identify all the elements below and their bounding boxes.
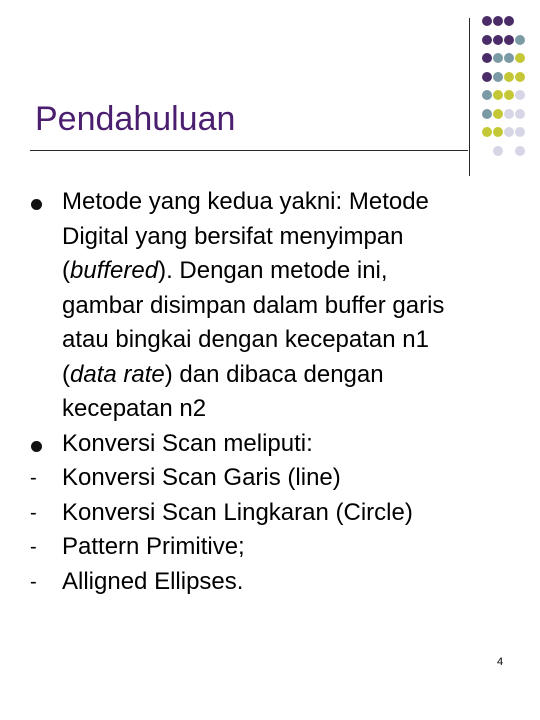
italic-term: buffered bbox=[70, 257, 159, 284]
bullet-item bbox=[28, 565, 528, 600]
bullet-item bbox=[28, 530, 528, 565]
italic-term: data rate bbox=[70, 360, 165, 388]
decorative-dot bbox=[493, 72, 503, 82]
bullet-line bbox=[62, 254, 528, 289]
bullet-item bbox=[28, 496, 528, 531]
text-segment: ( bbox=[62, 360, 70, 388]
decorative-dot bbox=[515, 90, 525, 100]
bullet-text: Konversi Scan Garis (line) bbox=[62, 464, 341, 491]
decorative-dot bbox=[504, 53, 514, 63]
decorative-dot bbox=[504, 109, 514, 119]
decorative-dot bbox=[504, 90, 514, 100]
decorative-dot bbox=[493, 109, 503, 119]
page-number: 4 bbox=[497, 656, 504, 668]
slide-title: Pendahuluan bbox=[35, 100, 236, 138]
bullet-line: Digital yang bersifat menyimpan bbox=[62, 222, 404, 250]
decorative-dot bbox=[504, 35, 514, 45]
decorative-dot bbox=[482, 127, 492, 137]
bullet-list bbox=[28, 185, 528, 599]
decorative-dot bbox=[482, 90, 492, 100]
bullet-text: Pattern Primitive; bbox=[62, 533, 245, 560]
bullet-line: atau bingkai dengan kecepatan n1 bbox=[62, 326, 429, 353]
bullet-dot-icon bbox=[31, 441, 42, 452]
bullet-item bbox=[28, 185, 528, 427]
text-segment: ). Dengan metode ini, bbox=[158, 257, 388, 284]
decorative-dot bbox=[515, 53, 525, 63]
decorative-dot bbox=[493, 90, 503, 100]
bullet-item bbox=[28, 427, 528, 462]
bullet-line: gambar disimpan dalam buffer garis bbox=[62, 291, 445, 319]
decorative-dot bbox=[482, 53, 492, 63]
title-underline bbox=[30, 150, 468, 151]
decorative-dot bbox=[493, 127, 503, 137]
decorative-dot bbox=[515, 72, 525, 82]
decorative-dot bbox=[482, 72, 492, 82]
decorative-dot bbox=[493, 16, 503, 26]
vertical-divider bbox=[469, 18, 470, 176]
decorative-dot bbox=[515, 35, 525, 45]
decorative-dot bbox=[482, 109, 492, 119]
decorative-dot bbox=[493, 53, 503, 63]
dash-marker: - bbox=[30, 467, 37, 489]
dash-marker: - bbox=[30, 536, 37, 558]
text-segment: ( bbox=[62, 257, 70, 284]
bullet-line: Metode yang kedua yakni: Metode bbox=[62, 188, 429, 215]
bullet-item bbox=[28, 461, 528, 496]
bullet-dot-icon bbox=[31, 199, 42, 210]
text-segment: ) dan dibaca dengan bbox=[164, 360, 384, 388]
dash-marker: - bbox=[30, 570, 37, 593]
decorative-dot bbox=[515, 127, 525, 137]
decorative-dot bbox=[504, 16, 514, 26]
bullet-text: Konversi Scan Lingkaran (Circle) bbox=[62, 498, 413, 526]
decorative-dot bbox=[504, 127, 514, 137]
decorative-dot bbox=[515, 146, 525, 156]
decorative-dot bbox=[493, 146, 503, 156]
decorative-dot bbox=[482, 16, 492, 26]
bullet-line bbox=[62, 358, 528, 393]
bullet-text: Konversi Scan meliputi: bbox=[62, 429, 313, 457]
decorative-dot bbox=[493, 35, 503, 45]
bullet-text: Alligned Ellipses. bbox=[62, 567, 244, 595]
decorative-dot bbox=[504, 72, 514, 82]
bullet-line: kecepatan n2 bbox=[62, 395, 207, 422]
dash-marker: - bbox=[30, 501, 37, 524]
decorative-dot bbox=[482, 35, 492, 45]
decorative-dot bbox=[515, 109, 525, 119]
